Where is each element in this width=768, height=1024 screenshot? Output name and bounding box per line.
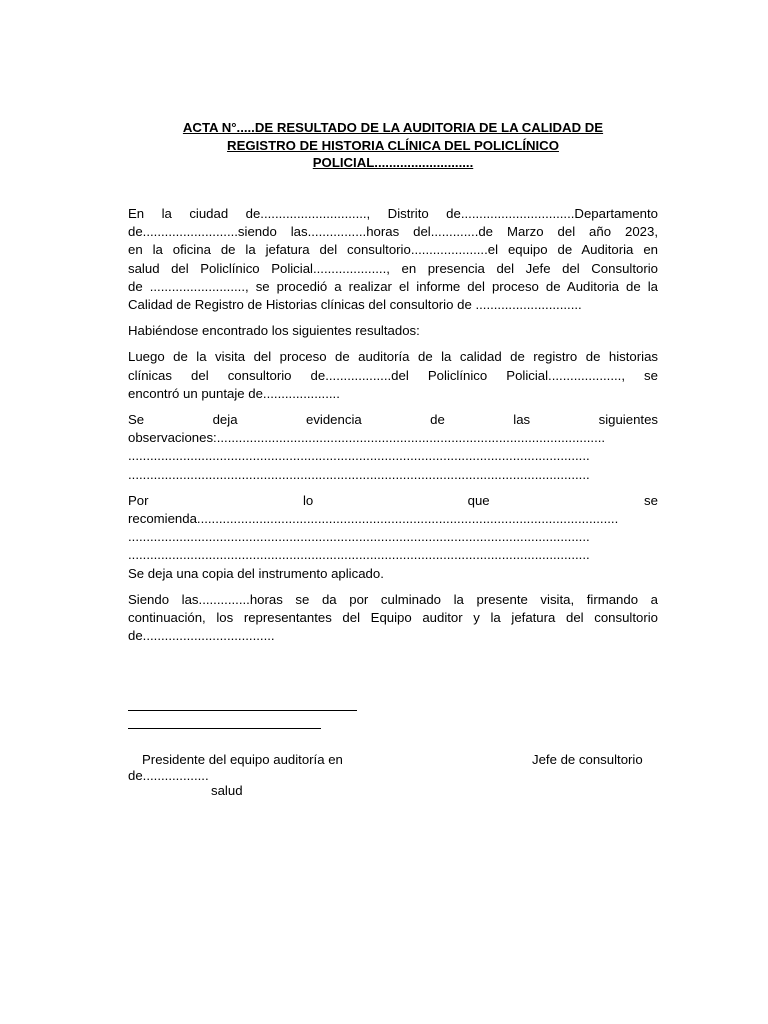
paragraph-visit-line: Luego de la visita del proceso de auditoría de la calidad de registro de historias <box>128 349 658 365</box>
observations-line: observaciones:.......................................................................................................... <box>128 430 606 446</box>
paragraph-copy-note <box>128 565 658 583</box>
signature-caption-president-line3: salud <box>211 783 243 798</box>
observations-line: Se deja evidencia de las siguientes <box>128 412 658 428</box>
recommendations-line: .............................................................................................................................. <box>128 547 590 563</box>
closing-line: Siendo las..............horas se da por culminado la presente visita, firmando a <box>128 591 658 607</box>
title-line-1: ACTA N°.....DE RESULTADO DE LA AUDITORIA DE LA CALIDAD DE <box>182 120 604 135</box>
paragraph-intro <box>128 205 658 314</box>
paragraph-intro-line: de..........................siendo las................horas del.............de Marzo del año 2023, <box>128 224 658 240</box>
copy-note-text: Se deja una copia del instrumento aplicado. <box>128 565 384 581</box>
paragraph-visit-line: clínicas del consultorio de..................del Policlínico Policial...................., se <box>128 367 658 383</box>
signature-lines <box>128 710 357 746</box>
paragraph-intro-line: En la ciudad de............................., Distrito de...............................Departamento <box>128 206 658 221</box>
observations-line: .............................................................................................................................. <box>128 448 590 464</box>
signature-line-head <box>128 728 321 729</box>
title-line-2: REGISTRO DE HISTORIA CLÍNICA DEL POLICLÍNICO <box>227 137 559 153</box>
document-body <box>128 205 658 653</box>
paragraph-intro-line: en la oficina de la jefatura del consultorio.....................el equipo de Auditoria en <box>128 242 658 258</box>
paragraph-closing <box>128 591 658 646</box>
recommendations-line: recomienda................................................................................................................... <box>128 511 619 527</box>
closing-line: continuación, los representantes del Equipo auditor y la jefatura del consultorio <box>128 610 658 626</box>
paragraph-intro-line: Calidad de Registro de Historias clínicas del consultorio de ............................. <box>128 297 582 313</box>
paragraph-observations <box>128 411 658 484</box>
signature-caption-head: Jefe de consultorio <box>532 752 643 767</box>
observations-line: .............................................................................................................................. <box>128 466 590 482</box>
paragraph-visit-line: encontró un puntaje de..................... <box>128 385 340 401</box>
paragraph-results-heading <box>128 322 658 340</box>
paragraph-visit <box>128 348 658 403</box>
recommendations-line: .............................................................................................................................. <box>128 529 590 545</box>
signature-caption-president: Presidente del equipo auditoría en <box>142 752 343 767</box>
title-line-3: POLICIAL........................... <box>312 155 474 170</box>
paragraph-intro-line: salud del Policlínico Policial...................., en presencia del Jefe del Consultorio <box>128 260 658 276</box>
results-heading-text: Habiéndose encontrado los siguientes resultados: <box>128 323 420 339</box>
paragraph-recommendations <box>128 492 658 565</box>
recommendations-line: Por lo que se <box>128 492 658 508</box>
paragraph-intro-line: de .........................., se procedió a realizar el informe del proceso de Auditoria de la <box>128 278 658 294</box>
signature-line-president <box>128 710 357 711</box>
signature-caption-president-line2: de.................. <box>128 768 209 783</box>
closing-line: de.................................... <box>128 628 275 644</box>
document-title <box>128 119 658 172</box>
